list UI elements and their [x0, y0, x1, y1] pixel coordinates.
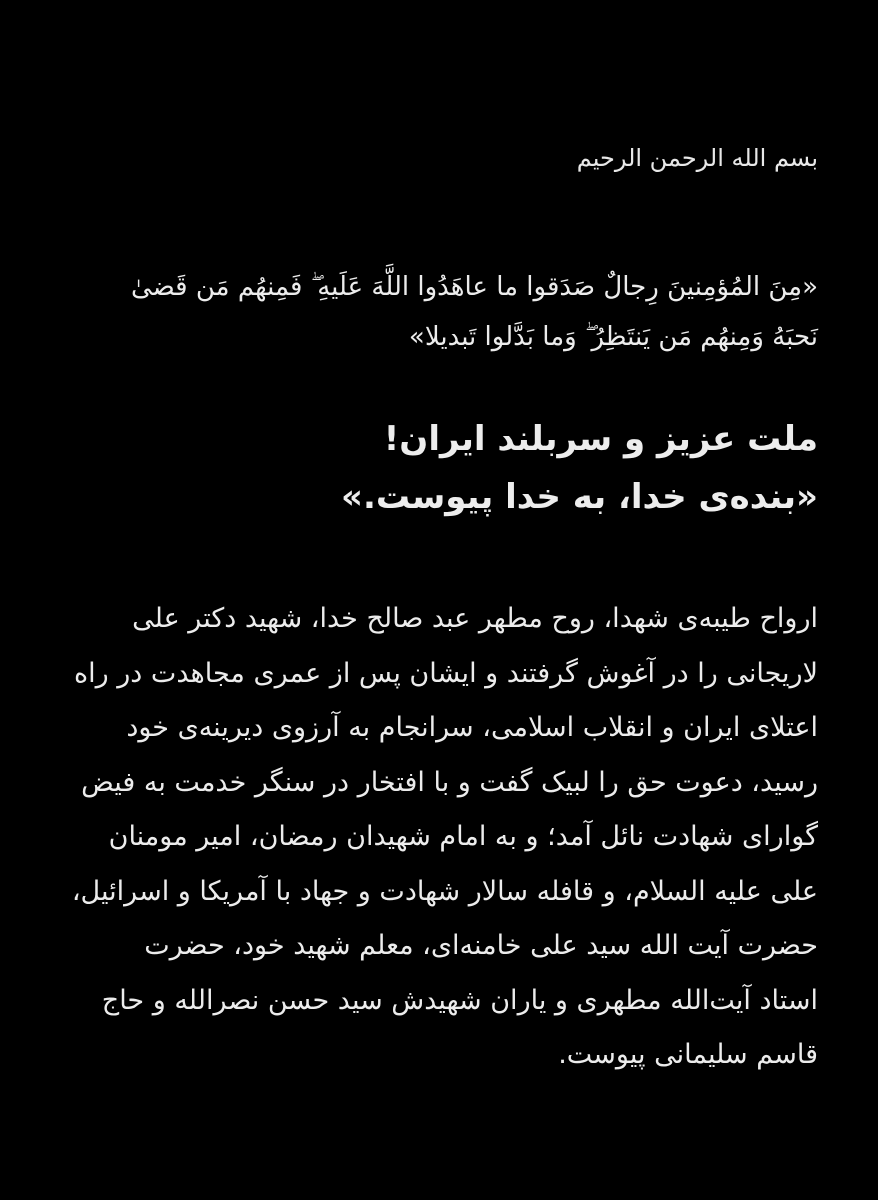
body-line: استاد آیت‌الله مطهری و یاران شهیدش سید حسن نصرالله و حاج — [101, 984, 818, 1016]
statement-body — [38, 592, 818, 1083]
heading-line: ملت عزیز و سربلند ایران! — [383, 419, 818, 459]
verse-line: «مِنَ المُؤمِنينَ رِجالٌ صَدَقوا ما عاهَدُوا اللَّهَ عَلَيهِ ۖ فَمِنهُم مَن قَضىٰ — [130, 272, 818, 302]
body-line: قاسم سلیمانی پیوست. — [558, 1039, 818, 1070]
verse-line: نَحبَهُ وَمِنهُم مَن يَنتَظِرُ ۖ وَما بَدَّلوا تَبديلا» — [408, 322, 818, 352]
body-line: علی علیه السلام، و قافله سالار شهادت و جهاد با آمریکا و اسرائیل، — [71, 875, 818, 907]
statement-heading — [38, 410, 818, 526]
basmala: بسم الله الرحمن الرحیم — [576, 144, 818, 172]
body-line: ارواح طیبه‌ی شهدا، روح مطهر عبد صالح خدا، شهید دکتر علی — [132, 603, 818, 634]
body-line: رسید، دعوت حق را لبیک گفت و با افتخار در سنگر خدمت به فیض — [81, 766, 818, 798]
body-line: حضرت آیت الله سید علی خامنه‌ای، معلم شهید خود، حضرت — [144, 930, 818, 961]
quran-verse — [38, 262, 818, 362]
body-line: اعتلای ایران و انقلاب اسلامی، سرانجام به آرزوی دیرینه‌ی خود — [126, 712, 818, 743]
body-line: گوارای شهادت نائل آمد؛ و به امام شهیدان رمضان، امیر مومنان — [108, 821, 818, 852]
body-line: لاریجانی را در آغوش گرفتند و ایشان پس از عمری مجاهدت در راه — [74, 657, 818, 689]
heading-line: «بنده‌ی خدا، به خدا پیوست.» — [341, 477, 818, 517]
